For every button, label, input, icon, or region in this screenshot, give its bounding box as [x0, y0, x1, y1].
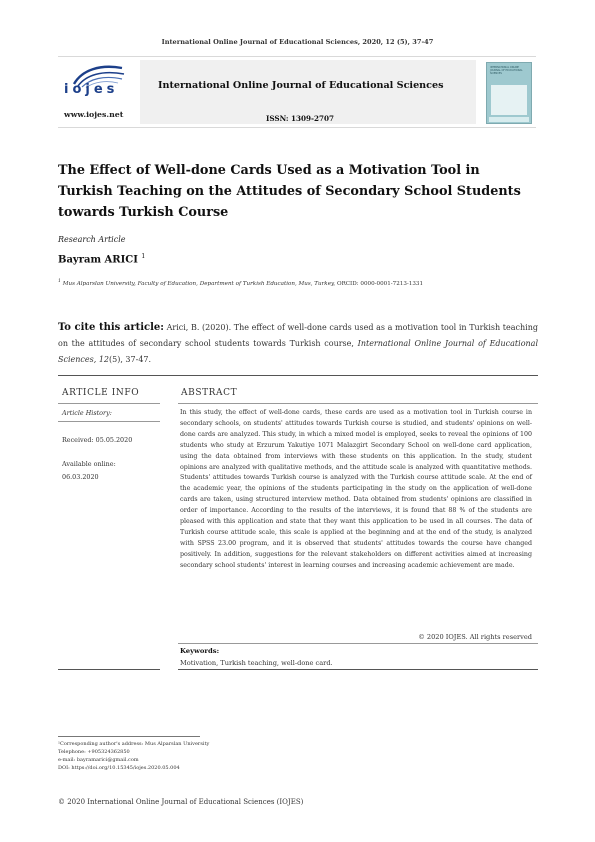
page-footer: © 2020 International Online Journal of Educational Sciences (IOJES)	[58, 798, 304, 806]
citation-label: To cite this article:	[58, 322, 164, 333]
affiliation-marker: 1	[58, 279, 61, 284]
article-info-heading: ARTICLE INFO	[62, 388, 140, 398]
available-online-label: Available online:	[62, 460, 116, 468]
section-divider-top	[58, 375, 538, 376]
abstract-heading: ABSTRACT	[181, 388, 238, 398]
abstract-copyright: © 2020 IOJES. All rights reserved	[418, 633, 532, 641]
journal-name: International Online Journal of Educational Sciences	[158, 80, 444, 91]
keywords-text: Motivation, Turkish teaching, well-done card.	[180, 659, 333, 667]
logo-wordmark: iojes	[64, 82, 119, 97]
section-divider-bottom-left	[58, 669, 160, 670]
affiliation	[58, 279, 423, 287]
abstract-text: In this study, the effect of well-done cards, these cards are used as a motivation tool in Turkish course in secondary schools, on students' attitudes towards Turkish course is studied, and students' opinions on well-done cards are analyzed. This study, in which a mixed model is employed, seeks to reveal the opinions of 100 students who study at Erzurum Yakutiye 1071 Malazgirt Secondary School on well-done card application, using the data obtained from interviews with these students on this application. In the study, student opinions are analyzed with qualitative methods, and the attitude scale is analyzed with quantitative methods. Students' attitudes towards Turkish course is analyzed with the Turkish course attitude scale. At the end of the academic year, the opinions of the students participating in the study on the application of well-done cards are taken, using structured interview method. Data obtained from students' opinions are classified in order of importance. According to the results of the interviews, it is found that 88 % of the students are pleased with this application and state that they want this application to be used in all courses. The data of Turkish course attitude scale, this scale is applied at the beginning and at the end of the study, is analyzed with SPSS 23.00 program, and it is observed that students' attitudes towards the course have changed positively. In addition, suggestions for the relevant stakeholders on different activities aimed at increasing secondary school students' interest in learning courses and increasing academic achievement are made.	[180, 409, 532, 569]
footnote-email[interactable]: e-mail: bayramarici@gmail.com	[58, 757, 139, 763]
citation-journal: International Online Journal of Educational Sciences,	[58, 339, 539, 364]
citation-volume: 12	[96, 355, 110, 364]
author-name-text: Bayram ARICI	[58, 254, 138, 266]
article-title: The Effect of Well-done Cards Used as a Motivation Tool in Turkish Teaching on the Attitudes of Secondary School Students towards Turkish Course	[58, 163, 521, 220]
section-divider-bottom-right	[178, 669, 538, 670]
citation-issue-pages: (5), 37-47.	[109, 355, 152, 364]
cover-title: INTERNATIONAL ONLINE JOURNAL OF EDUCATIONAL SCIENCES	[490, 66, 523, 75]
footnote-doi[interactable]: DOI: https://doi.org/10.15345/iojes.2020.05.004	[58, 765, 180, 771]
affiliation-text: Mus Alparslan University, Faculty of Education, Department of Turkish Education, Mus, Turkey,	[60, 280, 336, 287]
orcid[interactable]: ORCID: 0000-0001-7213-1331	[335, 280, 424, 287]
issn: ISSN: 1309-2707	[266, 114, 335, 123]
cover-stripe	[489, 117, 529, 122]
citation-block	[58, 320, 538, 368]
author-name	[58, 253, 145, 265]
footnote-telephone: Telephone: +905324362850	[58, 749, 130, 755]
author-affiliation-marker: 1	[141, 253, 146, 260]
running-head: International Online Journal of Educational Sciences, 2020, 12 (5), 37-47	[161, 38, 434, 46]
article-info-rule	[58, 403, 160, 404]
article-type: Research Article	[58, 235, 126, 244]
available-online-date: 06.03.2020	[62, 473, 99, 481]
received-date: Received: 05.05.2020	[62, 436, 133, 444]
cover-panel	[491, 85, 527, 115]
citation-text: Arici, B. (2020). The effect of well-done cards used as a motivation tool in Turkish teaching on the attitudes of secondary school students towards Turkish course,	[58, 323, 538, 348]
footnote-corresponding-author: ¹Corresponding author's address: Mus Alparslan University	[58, 741, 210, 747]
article-history-rule	[58, 421, 160, 422]
abstract-rule	[178, 403, 538, 404]
journal-cover-image	[486, 62, 532, 124]
footnote-rule	[58, 736, 200, 737]
keywords-rule-top	[178, 643, 538, 644]
article-history-label: Article History:	[62, 409, 112, 417]
journal-website-link[interactable]: www.iojes.net	[64, 110, 124, 119]
keywords-label: Keywords:	[180, 647, 220, 655]
